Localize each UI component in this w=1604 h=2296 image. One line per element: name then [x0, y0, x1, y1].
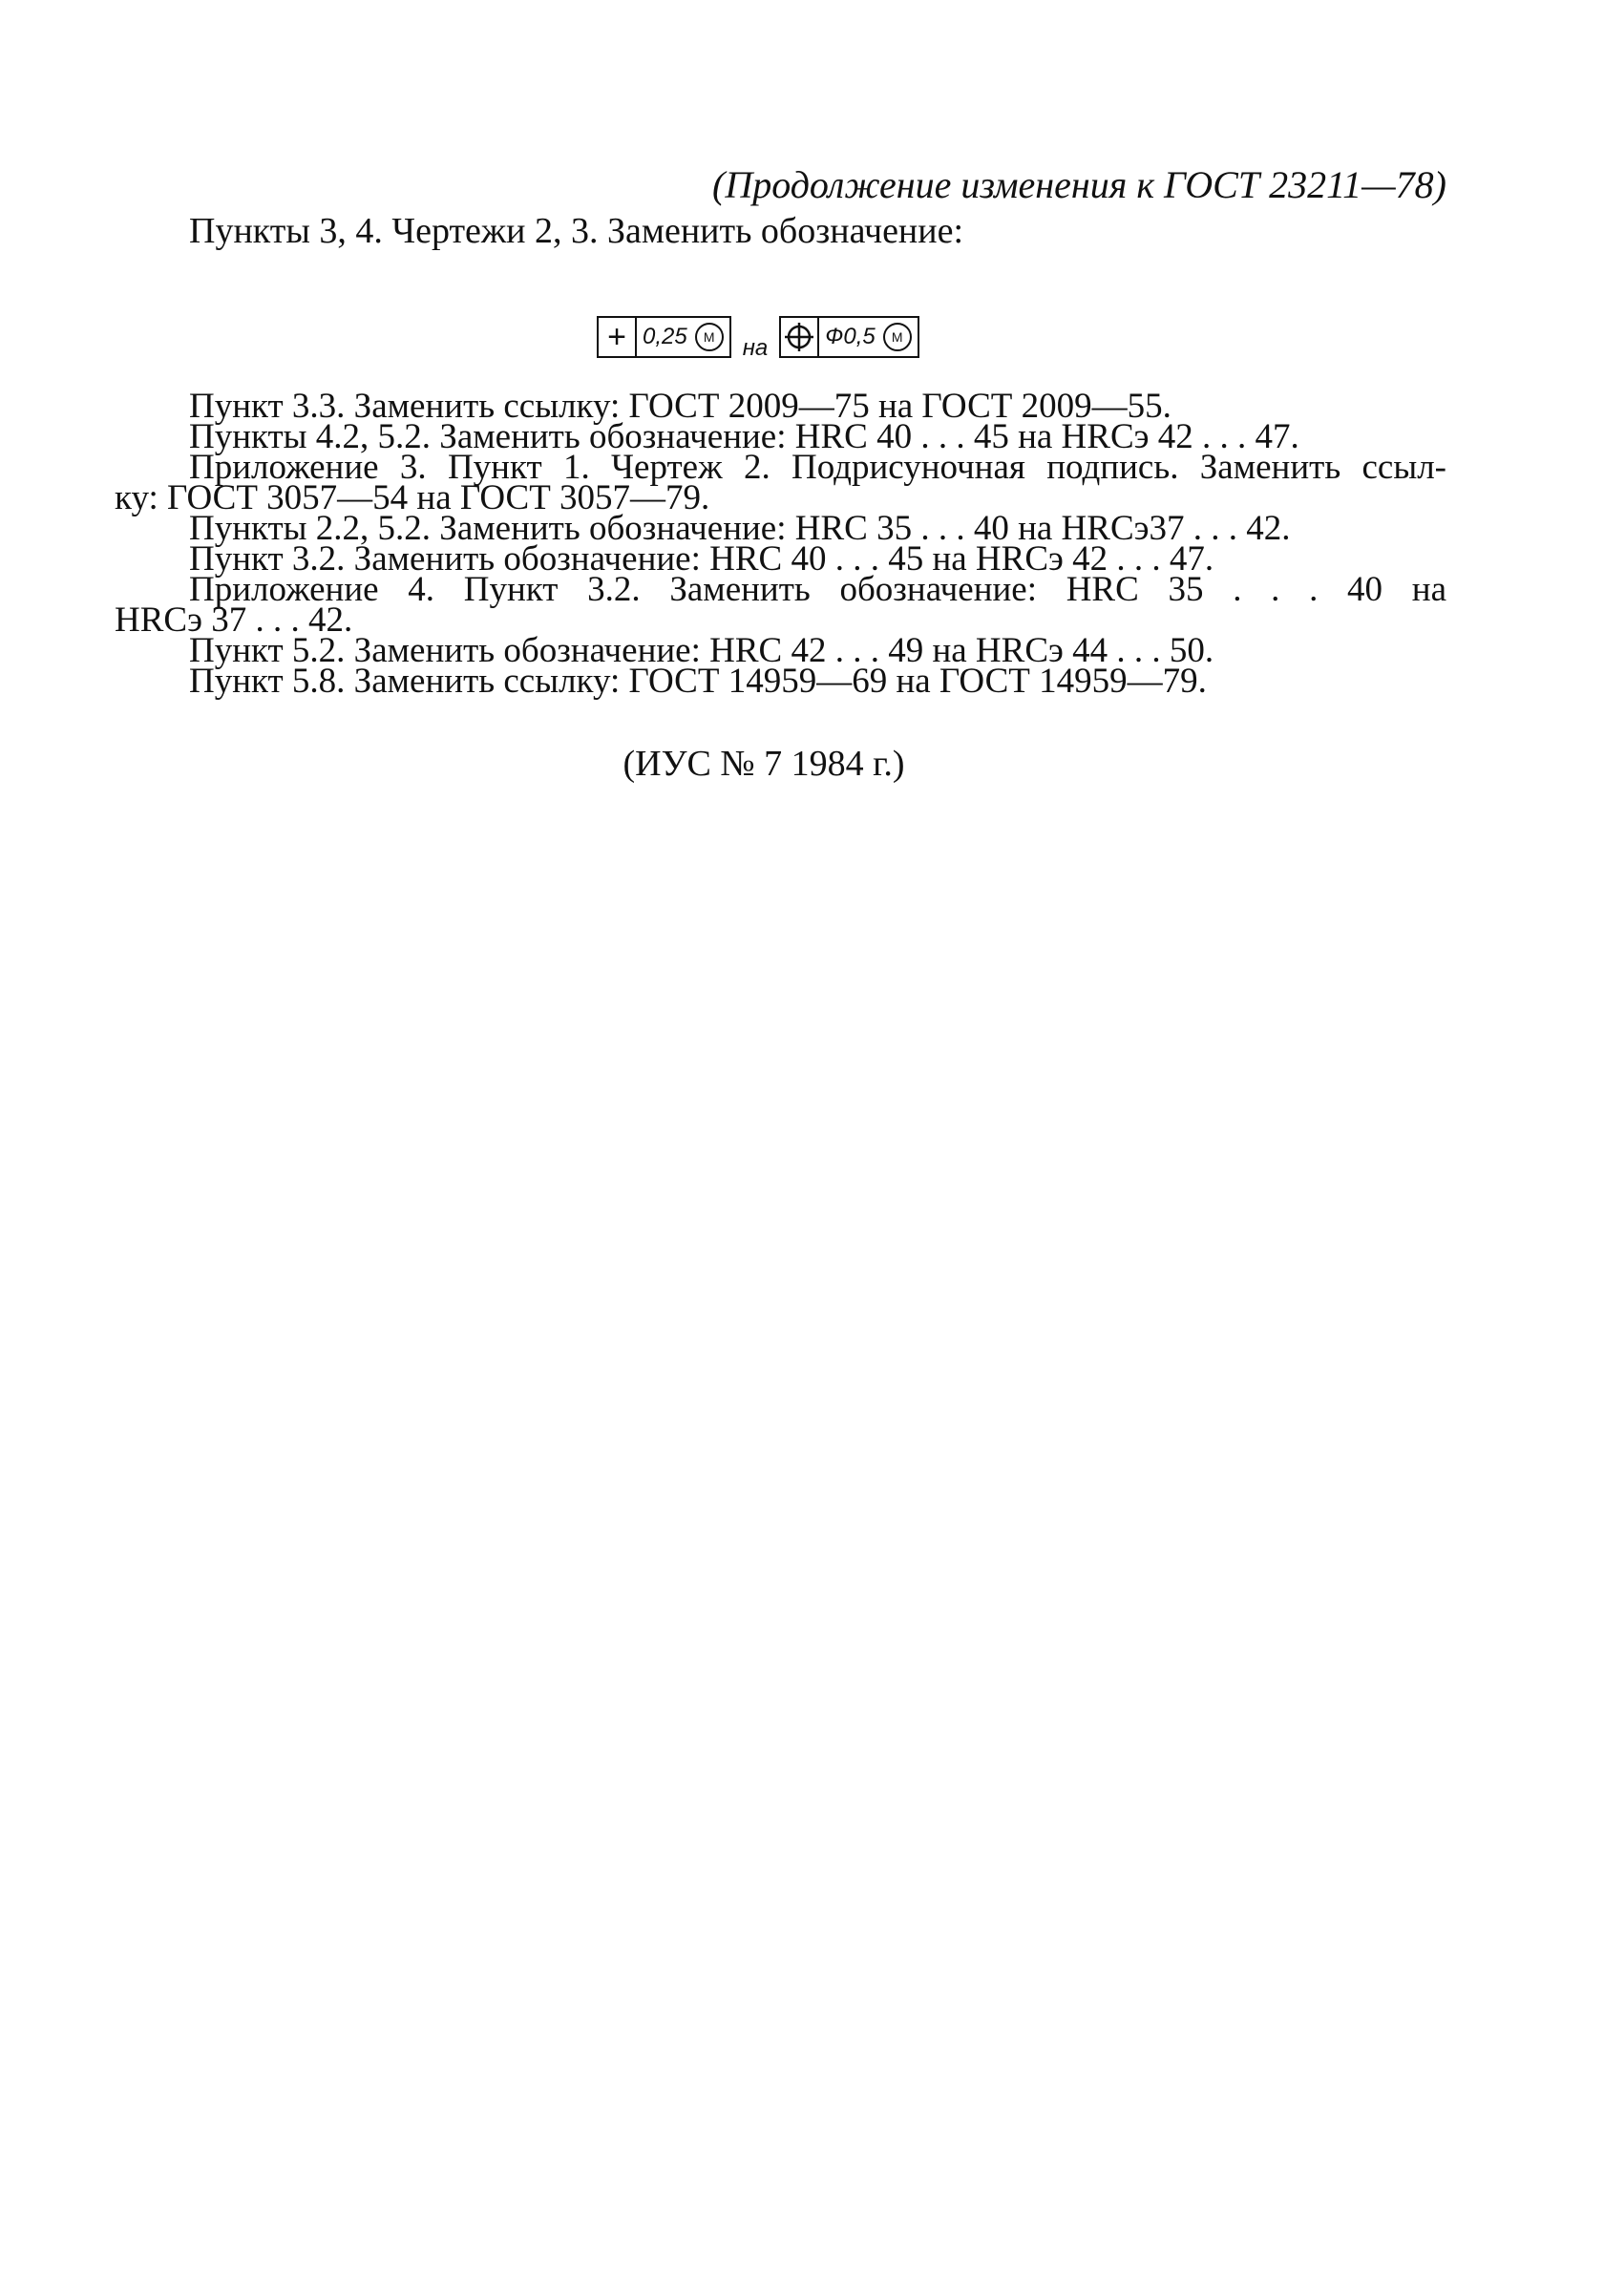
source-reference: [0, 743, 1604, 785]
max-material-modifier-icon: M: [695, 323, 724, 351]
tolerance-symbols: [597, 310, 919, 361]
new-tolerance-value-cell: [819, 318, 917, 356]
max-material-modifier-icon: M: [883, 323, 912, 351]
amendment-line: ку: ГОСТ 3057—54 на ГОСТ 3057—79.: [115, 478, 710, 517]
connector-word: на: [742, 335, 769, 361]
new-tolerance-frame: [779, 316, 918, 358]
source-reference-text: (ИУС № 7 1984 г.): [623, 744, 905, 784]
amendment-line: Приложение 3. Пункт 1. Чертеж 2. Подрисуночная подпись. Заменить ссыл-: [189, 448, 1446, 487]
page-header: (Продолжение изменения к ГОСТ 23211—78): [712, 163, 1446, 206]
position-tolerance-icon: [781, 318, 819, 356]
amendment-line: Пункт 3.3. Заменить ссылку: ГОСТ 2009—75 на ГОСТ 2009—55.: [189, 387, 1171, 426]
old-tolerance-value: 0,25: [643, 324, 687, 349]
old-tolerance-frame: [597, 316, 731, 358]
amendment-line: HRCэ 37 . . . 42.: [115, 600, 353, 640]
amendment-line: Пункт 5.8. Заменить ссылку: ГОСТ 14959—69 на ГОСТ 14959—79.: [189, 662, 1207, 701]
amendment-line: Приложение 4. Пункт 3.2. Заменить обозначение: HRC 35 . . . 40 на: [189, 570, 1446, 609]
old-tolerance-value-cell: [637, 318, 729, 356]
new-tolerance-value: Ф0,5: [825, 324, 876, 349]
position-symbol-svg: [785, 323, 813, 351]
amendment-line: Пункт 3.2. Заменить обозначение: HRC 40 . . . 45 на HRCэ 42 . . . 47.: [189, 539, 1214, 579]
intro-paragraph: Пункты 3, 4. Чертежи 2, 3. Заменить обозначение:: [189, 211, 964, 251]
amendment-line: Пункт 5.2. Заменить обозначение: HRC 42 . . . 49 на HRCэ 44 . . . 50.: [189, 631, 1214, 670]
amendment-line: Пункты 2.2, 5.2. Заменить обозначение: HRC 35 . . . 40 на HRCэ37 . . . 42.: [189, 509, 1291, 548]
amendment-line: Пункты 4.2, 5.2. Заменить обозначение: HRC 40 . . . 45 на HRCэ 42 . . . 47.: [189, 417, 1299, 456]
amendment-list: [115, 387, 1446, 701]
plus-symbol: +: [599, 318, 637, 356]
